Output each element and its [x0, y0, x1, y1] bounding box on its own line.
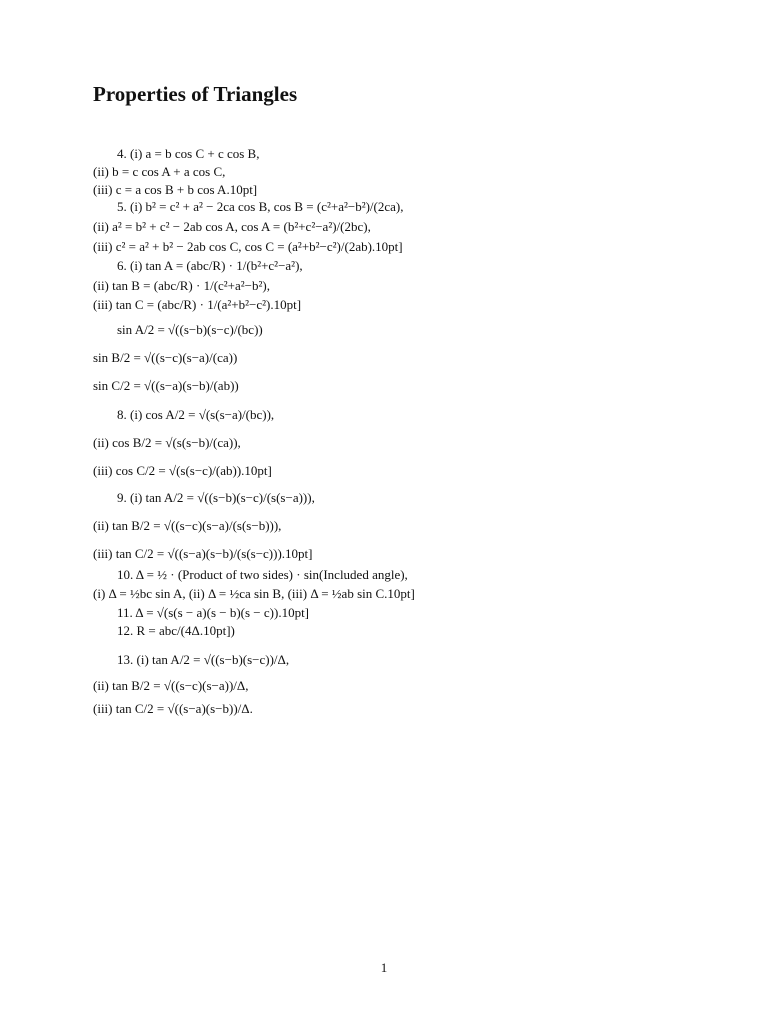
formula-line: (iii) tan C/2 = √((s−a)(s−b))/Δ. — [93, 701, 253, 716]
formula-line: (iii) tan C = (abc/R) · 1/(a²+b²−c²).10pt] — [93, 297, 302, 312]
formula-line: (iii) c = a cos B + b cos A.10pt] — [93, 182, 258, 197]
formula-line: (ii) cos B/2 = √(s(s−b)/(ca)), — [93, 435, 241, 450]
formula-line: (ii) b = c cos A + a cos C, — [93, 164, 226, 179]
formula-line: (ii) tan B = (abc/R) · 1/(c²+a²−b²), — [93, 278, 270, 293]
page-title: Properties of Triangles — [93, 82, 298, 106]
formula-line: (ii) tan B/2 = √((s−c)(s−a)/(s(s−b))), — [93, 518, 282, 533]
formula-line: 10. Δ = ½ · (Product of two sides) · sin(Included angle), — [117, 567, 408, 582]
page-number: 1 — [380, 960, 388, 975]
formula-line: sin A/2 = √((s−b)(s−c)/(bc)) — [117, 322, 263, 337]
formula-line: 5. (i) b² = c² + a² − 2ca cos B, cos B = (c²+a²−b²)/(2ca), — [117, 199, 404, 214]
formula-line: (ii) a² = b² + c² − 2ab cos A, cos A = (b²+c²−a²)/(2bc), — [93, 219, 371, 234]
formula-line: (iii) c² = a² + b² − 2ab cos C, cos C = (a²+b²−c²)/(2ab).10pt] — [93, 239, 403, 254]
formula-line: 13. (i) tan A/2 = √((s−b)(s−c))/Δ, — [117, 652, 290, 667]
formula-line: 12. R = abc/(4Δ.10pt]) — [117, 623, 235, 638]
formula-line: 11. Δ = √(s(s − a)(s − b)(s − c)).10pt] — [117, 605, 310, 620]
formula-line: (i) Δ = ½bc sin A, (ii) Δ = ½ca sin B, (iii) Δ = ½ab sin C.10pt] — [93, 586, 415, 601]
formula-line: (ii) tan B/2 = √((s−c)(s−a))/Δ, — [93, 678, 249, 693]
formula-line: 4. (i) a = b cos C + c cos B, — [117, 146, 260, 161]
formula-line: 6. (i) tan A = (abc/R) · 1/(b²+c²−a²), — [117, 258, 303, 273]
formula-line: 8. (i) cos A/2 = √(s(s−a)/(bc)), — [117, 407, 275, 422]
formula-line: (iii) tan C/2 = √((s−a)(s−b)/(s(s−c))).10pt] — [93, 546, 313, 561]
formula-line: (iii) cos C/2 = √(s(s−c)/(ab)).10pt] — [93, 463, 272, 478]
formula-line: sin B/2 = √((s−c)(s−a)/(ca)) — [93, 350, 238, 365]
formula-line: 9. (i) tan A/2 = √((s−b)(s−c)/(s(s−a))), — [117, 490, 315, 505]
formula-line: sin C/2 = √((s−a)(s−b)/(ab)) — [93, 378, 239, 393]
